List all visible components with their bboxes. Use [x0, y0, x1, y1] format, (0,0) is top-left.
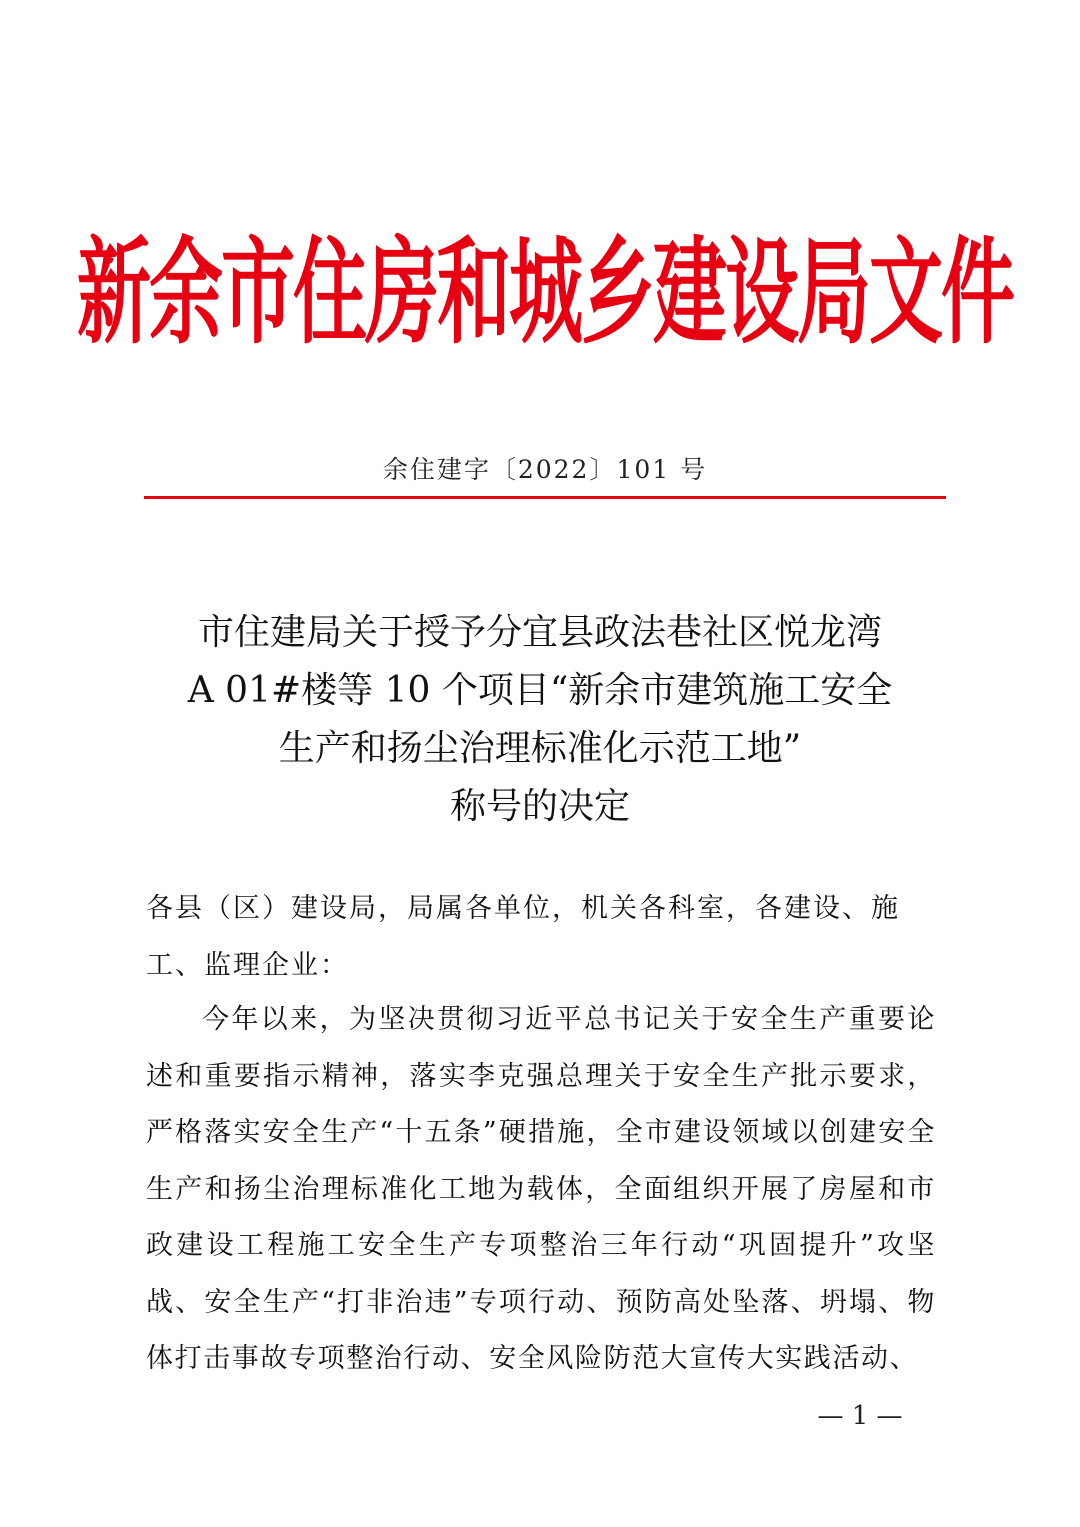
header-red-rule: [144, 496, 946, 499]
page-number: — 1 —: [817, 1401, 903, 1431]
document-title: [130, 604, 950, 836]
salutation: 各县（区）建设局，局属各单位，机关各科室，各建设、施工、监理企业：: [146, 893, 900, 981]
document-title-line: 市住建局关于授予分宜县政法巷社区悦龙湾: [197, 612, 882, 653]
document-title-line: 称号的决定: [449, 786, 630, 827]
body-paragraph: 今年以来，为坚决贯彻习近平总书记关于安全生产重要论述和重要指示精神，落实李克强总理关于安全生产批示要求，严格落实安全生产“十五条”硬措施，全市建设领域以创建安全生产和扬尘治理标准化工地为载体，全面组织开展了房屋和市政建设工程施工安全生产专项整治三年行动“巩固提升”攻坚战、安全生产“打非治违”专项行动、预防高处坠落、坍塌、物体打击事故专项整治行动、安全风险防范大宣传大实践活动、: [146, 1004, 936, 1374]
document-header-title: 新余市住房和城乡建设局文件: [77, 226, 1013, 360]
document-title-line: 生产和扬尘治理标准化示范工地”: [278, 728, 802, 769]
document-number: 余住建字〔2022〕101 号: [382, 455, 708, 484]
document-title-line: A 01#楼等 10 个项目“新余市建筑施工安全: [187, 670, 893, 711]
